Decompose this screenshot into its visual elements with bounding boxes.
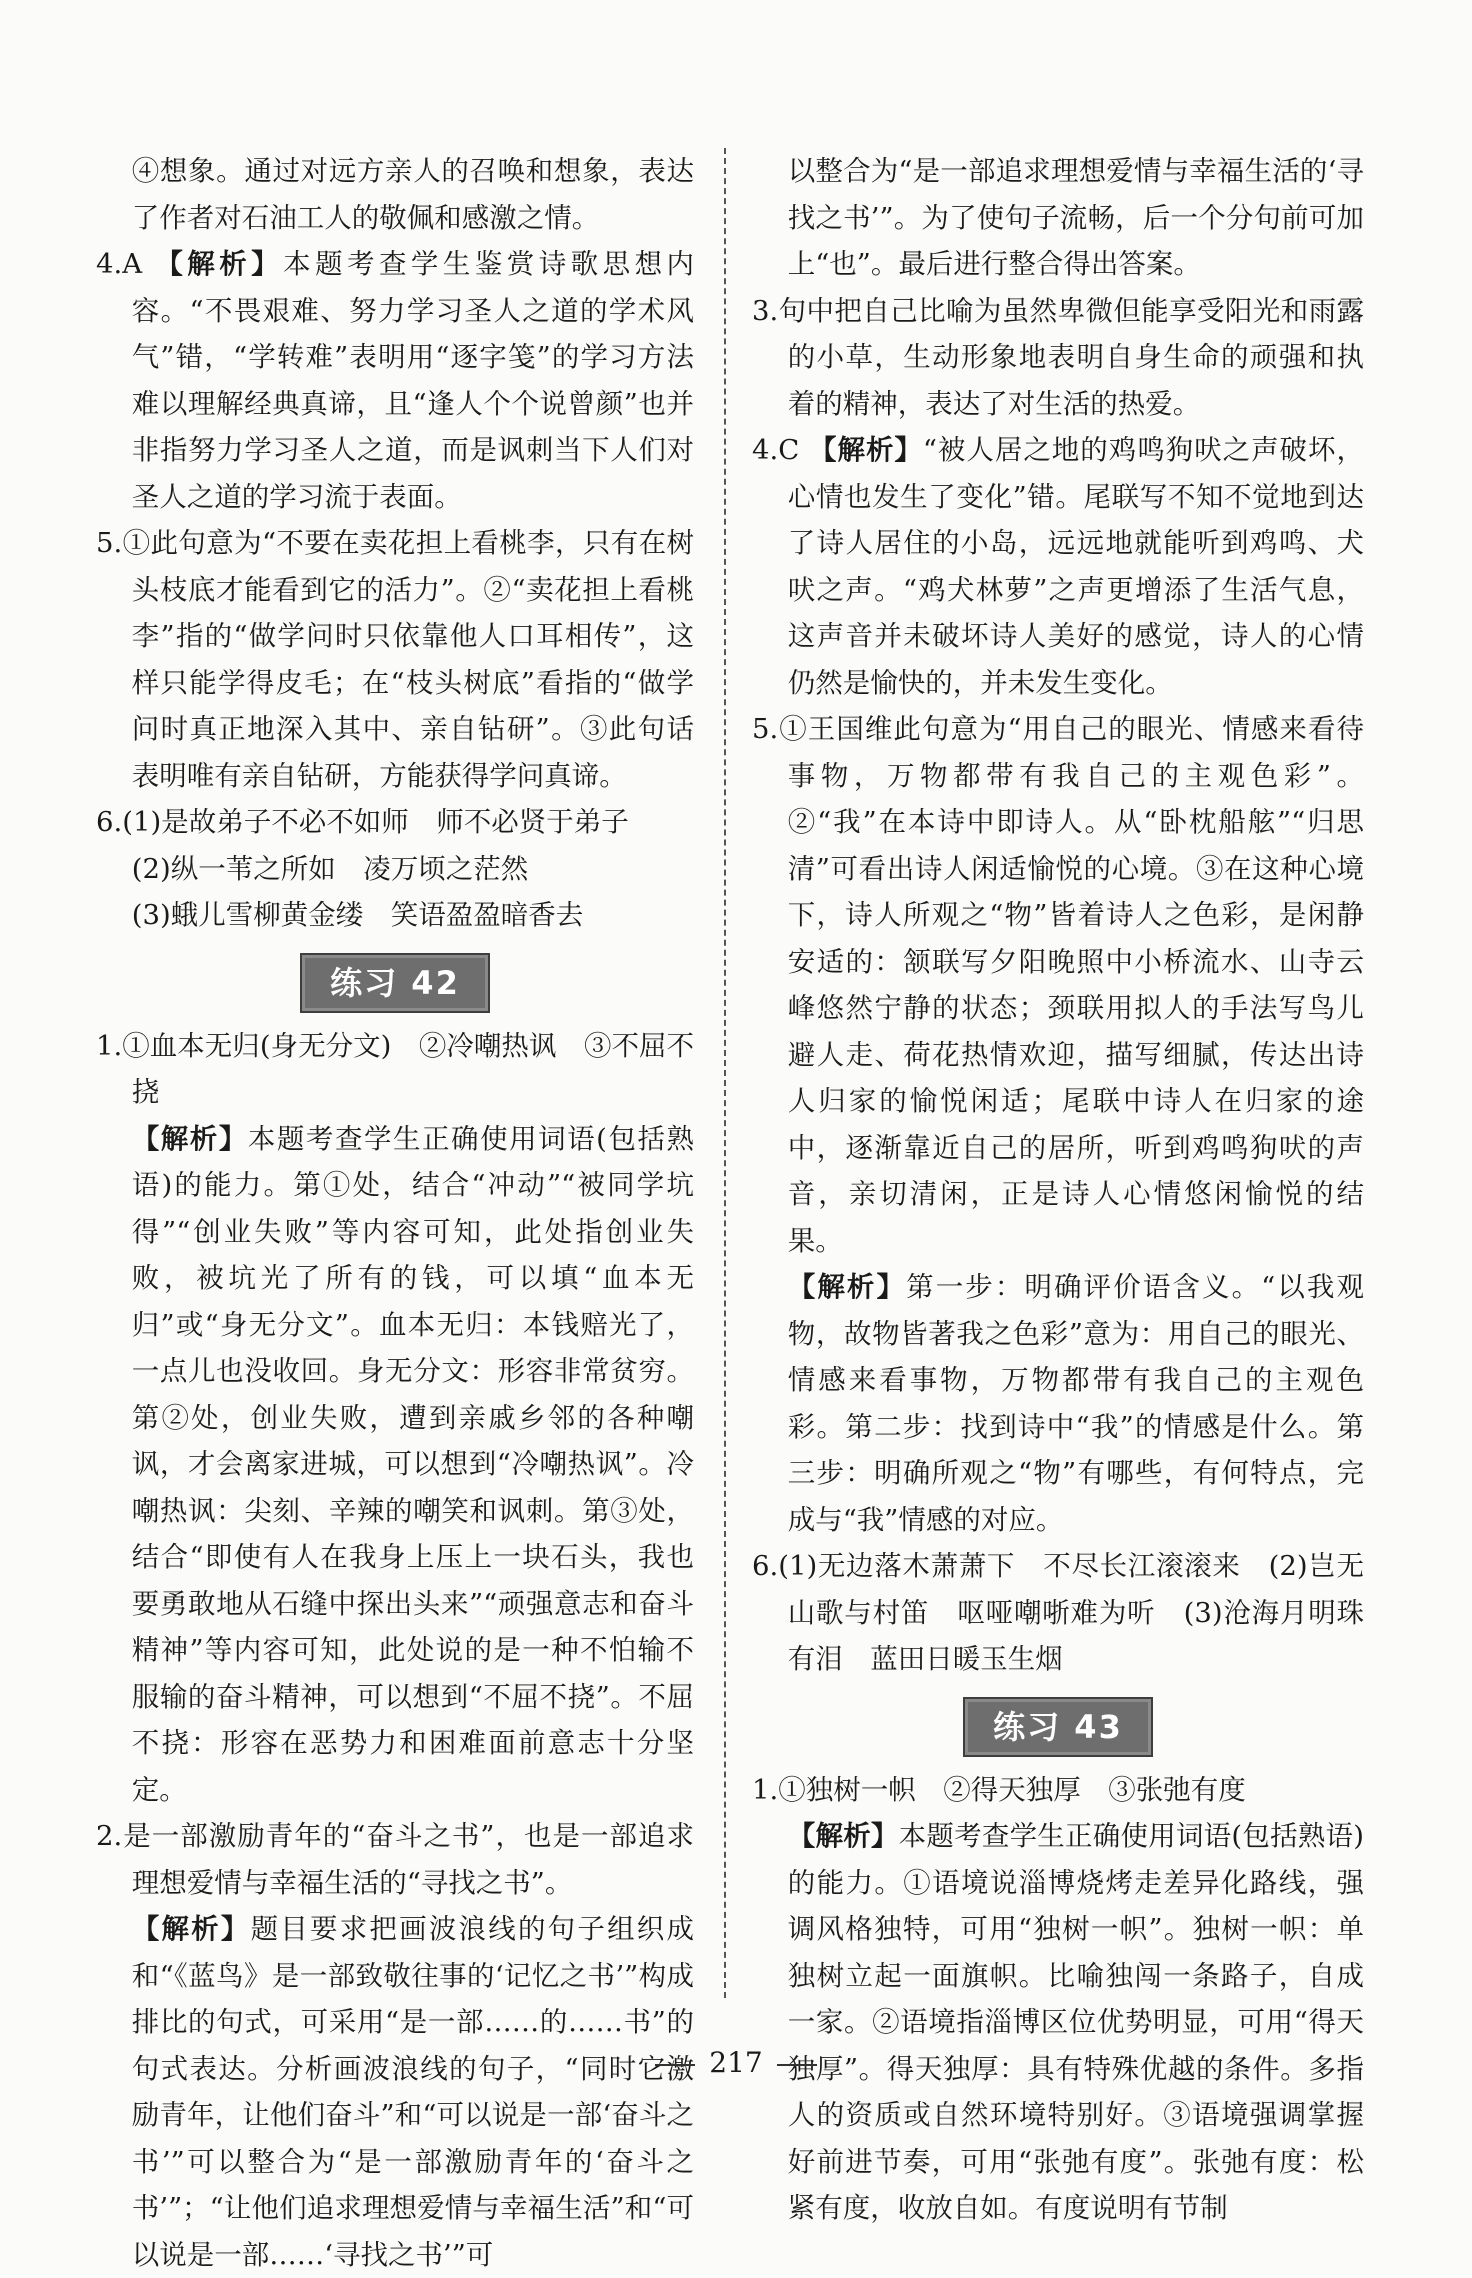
answer-3: 3.句中把自己比喻为虽然卑微但能享受阳光和雨露的小草，生动形象地表明自身生命的顽强和执着的精神，表达了对生活的热爱。 xyxy=(752,294,1364,420)
footer-dash-right xyxy=(777,2064,817,2066)
answer-6-line-1: 6.(1)是故弟子不必不如师 师不必贤于弟子 xyxy=(96,806,629,838)
answer-number: 4.A xyxy=(96,248,143,280)
left-column xyxy=(96,148,694,2278)
analysis-label: 【解析】 xyxy=(131,1913,251,1945)
analysis-5 xyxy=(752,1264,1364,1543)
analysis-text: 题目要求把画波浪线的句子组织成和“《蓝鸟》是一部致敬往事的‘记忆之书’”构成排比的句式，可采用“是一部……的……书”的句式表达。分析画波浪线的句子，“同时它激励青年，让他们奋斗”和“可以说是一部‘奋斗之书’”可以整合为“是一部激励青年的‘奋斗之书’”；“让他们追求理想爱情与幸福生活”和“可以说是一部……‘寻找之书’”可 xyxy=(131,1913,695,2271)
answer-4 xyxy=(96,241,694,520)
s43-answer-1: 1.①独树一帜 ②得天独厚 ③张弛有度 xyxy=(752,1773,1246,1806)
s42-analysis-1 xyxy=(96,1116,694,1814)
analysis-text: 本题考查学生鉴赏诗歌思想内容。“不畏艰难、努力学习圣人之道的学术风气”错，“学转难”表明用“逐字笺”的学习方法难以理解经典真谛，且“逢人个个说曾颜”也并非指努力学习圣人之道，而是讽刺当下人们对圣人之道的学习流于表面。 xyxy=(131,248,695,513)
footer-dash-left xyxy=(655,2064,695,2066)
analysis-text: “被人居之地的鸡鸣狗吠之声破坏，心情也发生了变化”错。尾联写不知不觉地到达了诗人居住的小岛，远远地就能听到鸡鸣、犬吠之声。“鸡犬林萝”之声更增添了生活气息，这声音并未破坏诗人美好的感觉，诗人的心情仍然是愉快的，并未发生变化。 xyxy=(787,434,1365,699)
answer-4 xyxy=(752,427,1364,706)
analysis-label: 【解析】 xyxy=(787,1271,907,1303)
page-number: 217 xyxy=(709,2046,763,2079)
page-footer xyxy=(0,2048,1472,2078)
answer-6: 6.(1)无边落木萧萧下 不尽长江滚滚来 (2)岂无山歌与村笛 呕哑嘲哳难为听 (3)沧海月明珠有泪 蓝田日暖玉生烟 xyxy=(752,1550,1364,1675)
column-divider xyxy=(724,148,726,1998)
paragraph-continuation: 以整合为“是一部追求理想爱情与幸福生活的‘寻找之书’”。为了使句子流畅，后一个分句前可加上“也”。最后进行整合得出答案。 xyxy=(787,155,1364,280)
analysis-text: 本题考查学生正确使用词语(包括熟语)的能力。①语境说淄博烧烤走差异化路线，强调风格独特，可用“独树一帜”。独树一帜：单独树立起一面旗帜。比喻独闯一条路子，自成一家。②语境指淄博区位优势明显，可用“得天独厚”。得天独厚：具有特殊优越的条件。多指人的资质或自然环境特别好。③语境强调掌握好前进节奏，可用“张弛有度”。张弛有度：松紧有度，收放自如。有度说明有节制 xyxy=(787,1820,1364,2224)
answer-6-line-3: (3)蛾儿雪柳黄金缕 笑语盈盈暗香去 xyxy=(131,899,584,931)
s42-answer-1: 1.①血本无归(身无分文) ②冷嘲热讽 ③不屈不挠 xyxy=(96,1029,694,1108)
s42-analysis-2 xyxy=(96,1906,694,2278)
analysis-label: 【解析】 xyxy=(787,1820,899,1852)
section-banner-43: 练习 43 xyxy=(963,1697,1153,1757)
paragraph-continuation: ④想象。通过对远方亲人的召唤和想象，表达了作者对石油工人的敬佩和感激之情。 xyxy=(131,155,694,234)
answer-6-line-2: (2)纵一苇之所如 凌万顷之茫然 xyxy=(131,852,529,885)
s43-analysis-1 xyxy=(752,1813,1364,2232)
section-banner-42: 练习 42 xyxy=(300,953,490,1013)
analysis-text: 第一步：明确评价语含义。“以我观物，故物皆著我之色彩”意为：用自己的眼光、情感来看事物，万物都带有我自己的主观色彩。第二步：找到诗中“我”的情感是什么。第三步：明确所观之“物”有哪些，有何特点，完成与“我”情感的对应。 xyxy=(787,1271,1364,1536)
answer-5: 5.①王国维此句意为“用自己的眼光、情感来看待事物，万物都带有我自己的主观色彩”。②“我”在本诗中即诗人。从“卧枕船舷”“归思清”可看出诗人闲适愉悦的心境。③在这种心境下，诗人所观之“物”皆着诗人之色彩，是闲静安适的：颔联写夕阳晚照中小桥流水、山寺云峰悠然宁静的状态；颈联用拟人的手法写鸟儿避人走、荷花热情欢迎，描写细腻，传达出诗人归家的愉悦闲适；尾联中诗人在归家的途中，逐渐靠近自己的居所，听到鸡鸣狗吠的声音，亲切清闲，正是诗人心情悠闲愉悦的结果。 xyxy=(752,713,1364,1257)
analysis-text: 本题考查学生正确使用词语(包括熟语)的能力。第①处，结合“冲动”“被同学坑得”“创业失败”等内容可知，此处指创业失败，被坑光了所有的钱，可以填“血本无归”或“身无分文”。血本无归：本钱赔光了，一点儿也没收回。身无分文：形容非常贫穷。第②处，创业失败，遭到亲戚乡邻的各种嘲讽，才会离家进城，可以想到“冷嘲热讽”。冷嘲热讽：尖刻、辛辣的嘲笑和讽刺。第③处，结合“即使有人在我身上压上一块石头，我也要勇敢地从石缝中探出头来”“顽强意志和奋斗精神”等内容可知，此处说的是一种不怕输不服输的奋斗精神，可以想到“不屈不挠”。不屈不挠：形容在恶势力和困难面前意志十分坚定。 xyxy=(131,1122,694,1806)
analysis-label: 【解析】 xyxy=(809,434,923,466)
s42-answer-2: 2.是一部激励青年的“奋斗之书”，也是一部追求理想爱情与幸福生活的“寻找之书”。 xyxy=(96,1820,694,1899)
answer-5: 5.①此句意为“不要在卖花担上看桃李，只有在树头枝底才能看到它的活力”。②“卖花担上看桃李”指的“做学问时只依靠他人口耳相传”，这样只能学得皮毛；在“枝头树底”看指的“做学问时真正地深入其中、亲自钻研”。③此句话表明唯有亲自钻研，方能获得学问真谛。 xyxy=(96,527,694,792)
analysis-label: 【解析】 xyxy=(131,1122,248,1155)
analysis-label: 【解析】 xyxy=(155,248,284,280)
answer-number: 4.C xyxy=(752,434,800,466)
right-column xyxy=(752,148,1364,2232)
